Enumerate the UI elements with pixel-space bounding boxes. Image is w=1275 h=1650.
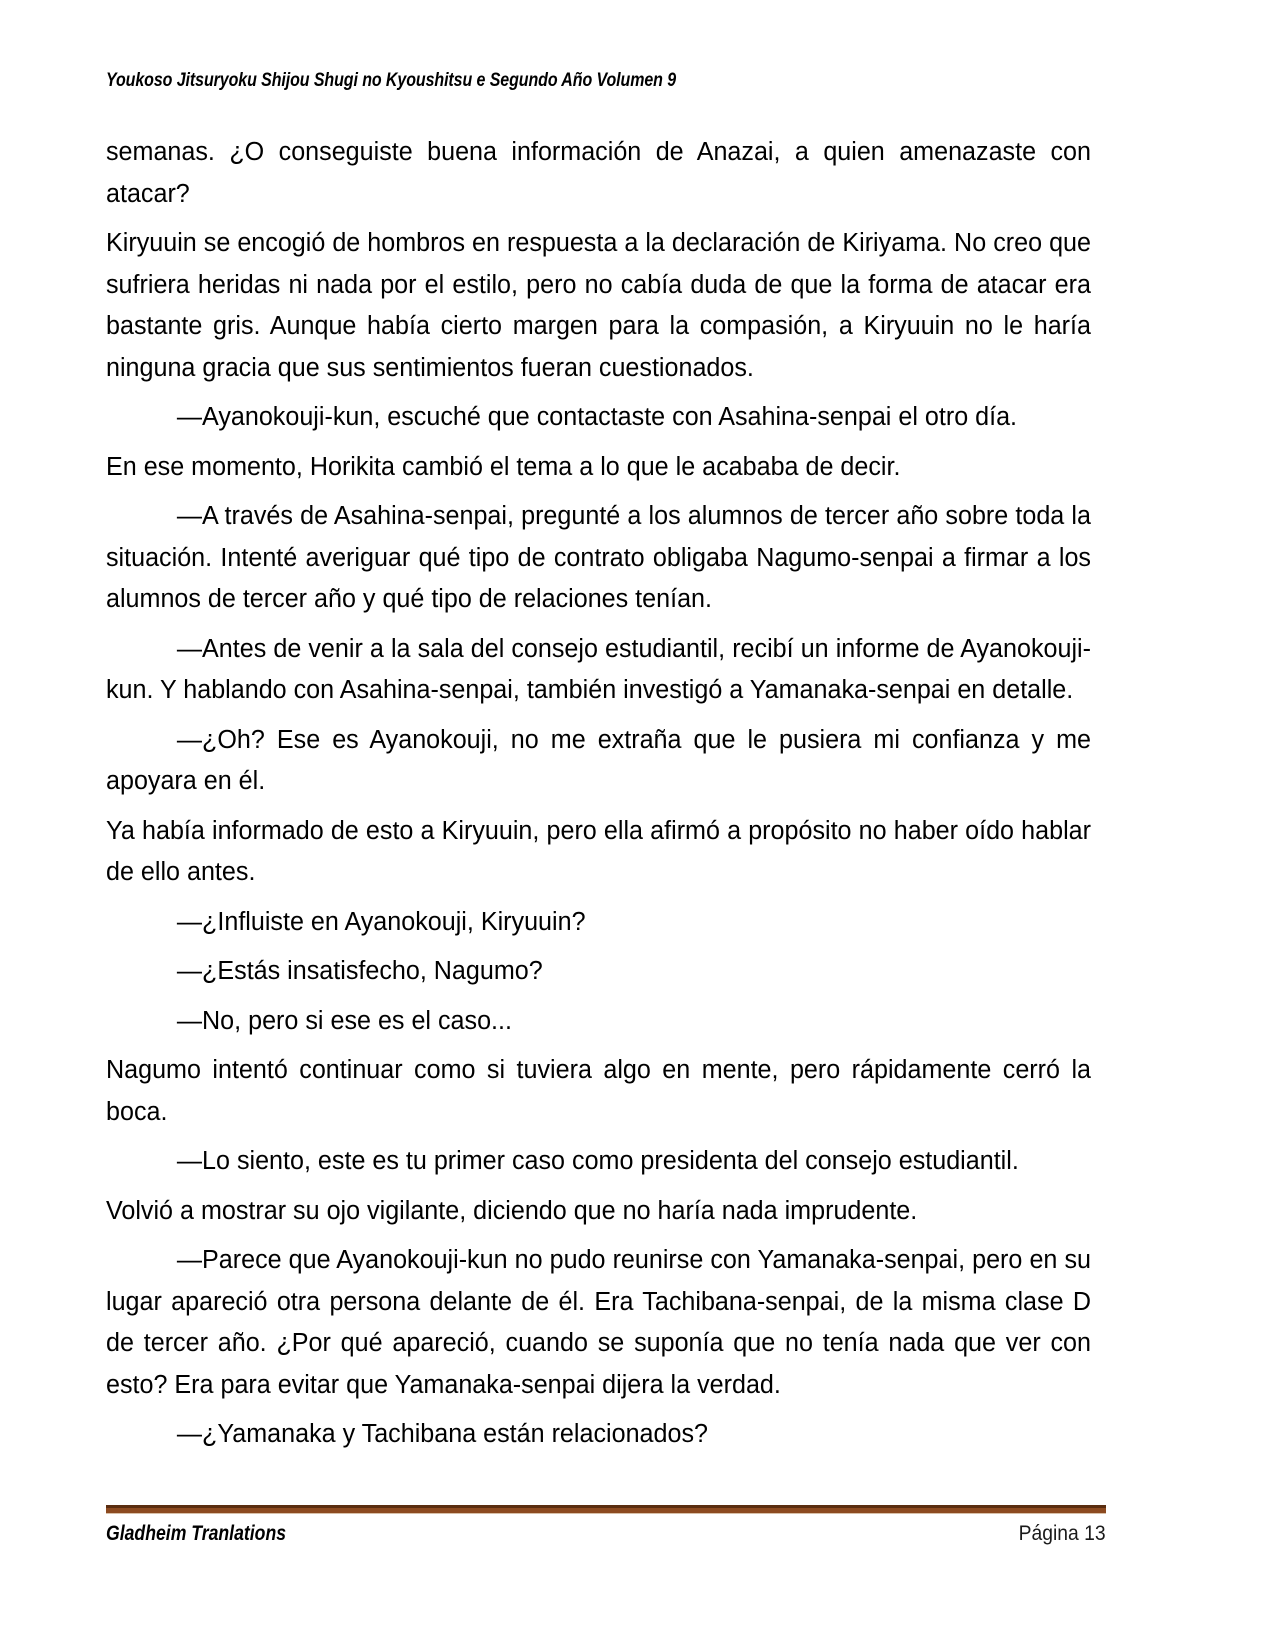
body-content [106,132,1106,1464]
body-paragraph: —Parece que Ayanokouji-kun no pudo reunirse con Yamanaka-senpai, pero en su lugar apareció otra persona delante de él. Era Tachibana-senpai, de la misma clase D de tercer año. ¿Por qué apareció, cuando se suponía que no tenía nada que ver con esto? Era para evitar que Yamanaka-senpai dijera la verdad. [106,1246,1092,1399]
body-paragraph: —¿Oh? Ese es Ayanokouji, no me extraña que le pusiera mi confianza y me apoyara en él. [106,725,1092,795]
body-paragraph: Volvió a mostrar su ojo vigilante, diciendo que no haría nada imprudente. [106,1196,918,1225]
body-paragraph: —No, pero si ese es el caso... [176,1006,512,1035]
body-paragraph: Nagumo intentó continuar como si tuviera algo en mente, pero rápidamente cerró la boca. [106,1056,1091,1126]
body-paragraph: —¿Influiste en Ayanokouji, Kiryuuin? [176,907,586,936]
header-title: Youkoso Jitsuryoku Shijou Shugi no Kyoushitsu e Segundo Año Volumen 9 [106,69,677,91]
footer-page-number [1019,1519,1106,1549]
body-paragraph: semanas. ¿O conseguiste buena información de Anazai, a quien amenazaste con atacar? [106,138,1091,208]
footer-page-value: 13 [1084,1522,1106,1545]
body-paragraph: —Lo siento, este es tu primer caso como presidenta del consejo estudiantil. [176,1147,1019,1175]
body-paragraph: —Antes de venir a la sala del consejo estudiantil, recibí un informe de Ayanokouji-kun. Y hablando con Asahina-senpai, también investigó a Yamanaka-senpai en detalle. [106,634,1092,704]
page-header [106,68,1106,100]
body-paragraph: En ese momento, Horikita cambió el tema a lo que le acababa de decir. [106,452,901,481]
body-paragraph: —¿Estás insatisfecho, Nagumo? [176,957,543,985]
footer-row [106,1519,1106,1553]
page-footer [106,1505,1106,1553]
body-paragraph: Ya había informado de esto a Kiryuuin, pero ella afirmó a propósito no haber oído hablar de ello antes. [106,816,1091,886]
footer-brand-text: Gladheim Tranlations [106,1522,287,1545]
body-paragraph: Kiryuuin se encogió de hombros en respuesta a la declaración de Kiriyama. No creo que sufriera heridas ni nada por el estilo, pero no cabía duda de que la forma de atacar era bastante gris. Aunque había cierto margen para la compasión, a Kiryuuin no le haría ninguna gracia que sus sentimientos fueran cuestionados. [106,229,1091,382]
footer-divider-rule [106,1505,1106,1514]
body-paragraph: —¿Yamanaka y Tachibana están relacionados? [176,1420,708,1448]
footer-page-label: Página [1018,1522,1080,1545]
body-paragraph: —A través de Asahina-senpai, pregunté a los alumnos de tercer año sobre toda la situación. Intenté averiguar qué tipo de contrato obligaba Nagumo-senpai a firmar a los alumnos de tercer año y qué tipo de relaciones tenían. [106,502,1092,613]
body-paragraph: —Ayanokouji-kun, escuché que contactaste con Asahina-senpai el otro día. [176,403,1018,431]
